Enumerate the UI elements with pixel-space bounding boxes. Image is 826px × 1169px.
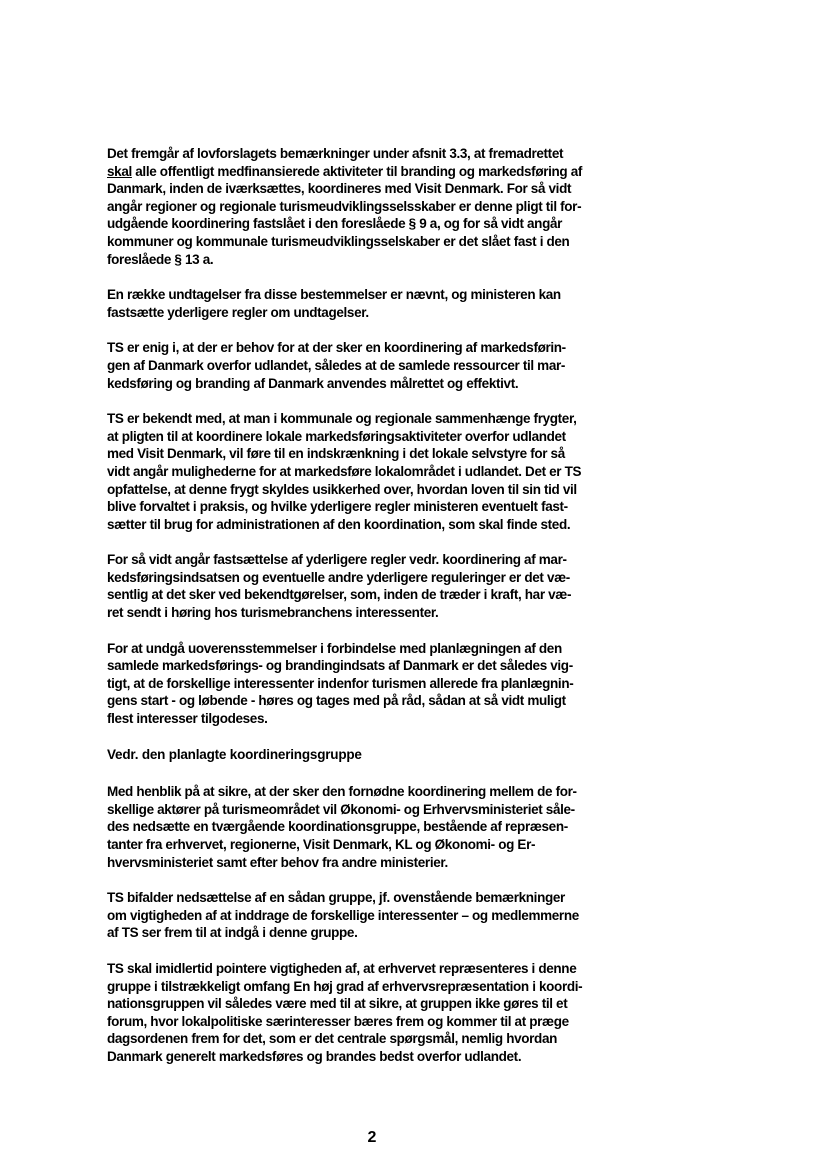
text-line: vidt angår mulighederne for at markedsføre lokalområdet i udlandet. Det er TS	[107, 463, 582, 479]
text-line: Med henblik på at sikre, at der sker den fornødne koordinering mellem de for-	[107, 784, 577, 800]
text-line: tanter fra erhvervet, regionerne, Visit Denmark, KL og Økonomi- og Er-	[107, 837, 536, 852]
underlined-word: skal	[107, 163, 132, 179]
text-line: Danmark generelt markedsføres og brandes bedst overfor udlandet.	[107, 1048, 522, 1064]
text-line: TS skal imidlertid pointere vigtigheden af, at erhvervet repræsenteres i denne	[107, 960, 577, 976]
paragraph	[107, 410, 642, 533]
text-line: af TS ser frem til at indgå i denne gruppe.	[107, 925, 358, 941]
text-line: Det fremgår af lovforslagets bemærkninger under afsnit 3.3, at fremadrettet	[107, 146, 564, 161]
paragraphs-after-heading	[107, 783, 642, 1065]
text-line: skal alle offentligt medfinansierede aktiviteter til branding og markedsføring af	[107, 163, 583, 179]
text-line: fastsætte yderligere regler om undtagelser.	[107, 304, 369, 320]
text-line: For at undgå uoverensstemmelser i forbindelse med planlægningen af den	[107, 640, 562, 656]
text-line: ret sendt i høring hos turismebranchens interessenter.	[107, 605, 439, 621]
text-line: tigt, at de forskellige interessenter indenfor turismen allerede fra planlægnin-	[107, 675, 574, 691]
text-line: En række undtagelser fra disse bestemmelser er nævnt, og ministeren kan	[107, 287, 561, 303]
text-line: at pligten til at koordinere lokale markedsføringsaktiviteter overfor udlandet	[107, 428, 566, 444]
text-line: Danmark, inden de iværksættes, koordineres med Visit Denmark. For så vidt	[107, 181, 572, 197]
text-line: sætter til brug for administrationen af den koordination, som skal finde sted.	[107, 516, 571, 532]
text-line: nationsgruppen vil således være med til at sikre, at gruppen ikke gøres til et	[107, 996, 568, 1012]
text-line: opfattelse, at denne frygt skyldes usikkerhed over, hvordan loven til sin tid vil	[107, 481, 577, 497]
text-line: udgående koordinering fastslået i den foreslåede § 9 a, og for så vidt angår	[107, 216, 563, 232]
text-line: med Visit Denmark, vil føre til en indskrænkning i det lokale selvstyre for så	[107, 446, 565, 462]
text-line: samlede markedsførings- og brandingindsats af Danmark er det således vig-	[107, 658, 573, 674]
paragraph	[107, 889, 642, 942]
text-line: flest interesser tilgodeses.	[107, 711, 268, 727]
text-line: gens start - og løbende - høres og tages med på råd, sådan at så vidt muligt	[107, 693, 566, 709]
text-line: hvervsministeriet samt efter behov fra andre ministerier.	[107, 854, 448, 870]
page-number: 2	[367, 1129, 377, 1146]
paragraph	[107, 960, 642, 1066]
section-heading: Vedr. den planlagte koordineringsgruppe	[107, 746, 362, 762]
text-line: gen af Danmark overfor udlandet, således at de samlede ressourcer til mar-	[107, 357, 566, 373]
text-line: om vigtigheden af at inddrage de forskellige interessenter – og medlemmerne	[107, 907, 579, 923]
text-line: foreslåede § 13 a.	[107, 251, 214, 267]
text-line: gruppe i tilstrækkeligt omfang En høj grad af erhvervsrepræsentation i koordi-	[107, 978, 583, 994]
text-line: kedsføring og branding af Danmark anvendes målrettet og effektivt.	[107, 375, 519, 391]
paragraphs-before-heading	[107, 145, 642, 728]
text-line: kommuner og kommunale turismeudviklingsselskaber er det slået fast i den	[107, 233, 570, 249]
text-line: TS er enig i, at der er behov for at der sker en koordinering af markedsførin-	[107, 340, 566, 356]
text-line: des nedsætte en tværgående koordinationsgruppe, bestående af repræsen-	[107, 819, 568, 835]
text-line: sentlig at det sker ved bekendtgørelser, som, inden de træder i kraft, har væ-	[107, 587, 572, 603]
paragraph	[107, 145, 642, 268]
text-line: TS er bekendt med, at man i kommunale og regionale sammenhænge frygter,	[107, 411, 577, 427]
paragraph	[107, 551, 642, 621]
paragraph	[107, 339, 642, 392]
text-line: dagsordenen frem for det, som er det centrale spørgsmål, nemlig hvordan	[107, 1031, 558, 1047]
text-line: angår regioner og regionale turismeudviklingsselsskaber er denne pligt til for-	[107, 198, 582, 214]
paragraph	[107, 286, 642, 321]
text-line: TS bifalder nedsættelse af en sådan gruppe, jf. ovenstående bemærkninger	[107, 890, 565, 906]
text-line: skellige aktører på turismeområdet vil Økonomi- og Erhvervsministeriet såle-	[107, 801, 575, 817]
text-line: forum, hvor lokalpolitiske særinteresser bæres frem og kommer til at præge	[107, 1013, 569, 1029]
document-body	[107, 145, 642, 1084]
text-line: blive forvaltet i praksis, og hvilke yderligere regler ministeren eventuelt fast-	[107, 499, 568, 515]
paragraph	[107, 783, 642, 871]
text-line: kedsføringsindsatsen og eventuelle andre yderligere reguleringer er det væ-	[107, 569, 570, 585]
text-line: For så vidt angår fastsættelse af yderligere regler vedr. koordinering af mar-	[107, 552, 567, 568]
paragraph	[107, 640, 642, 728]
